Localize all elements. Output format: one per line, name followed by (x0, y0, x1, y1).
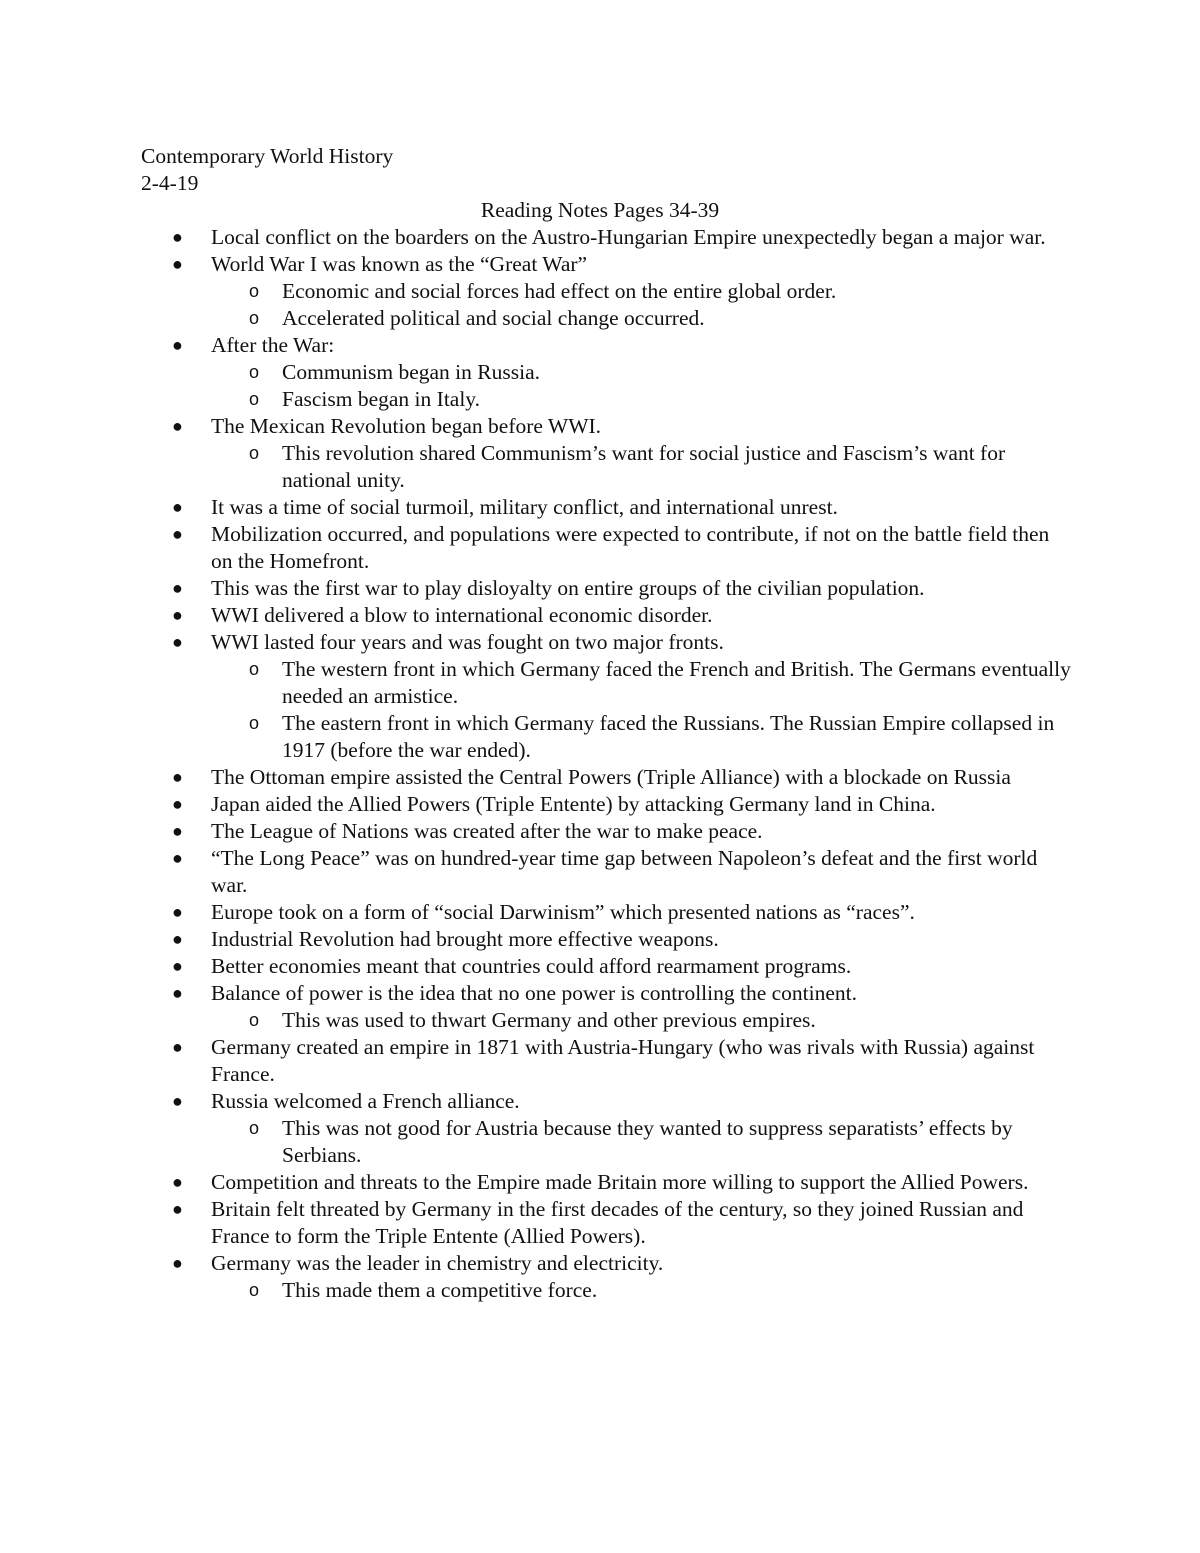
sub-bullet-icon: o (249, 659, 260, 679)
note-text: Local conflict on the boarders on the Austro-Hungarian Empire unexpectedly began a major war. (211, 225, 1046, 249)
note-item (0, 629, 1071, 656)
bullet-icon: ● (172, 1253, 183, 1273)
bullet-icon: ● (172, 794, 183, 814)
bullet-icon: ● (172, 416, 183, 436)
note-item (0, 926, 1071, 953)
note-text: “The Long Peace” was on hundred-year time gap between Napoleon’s defeat and the first world war. (211, 846, 1038, 897)
note-text: WWI lasted four years and was fought on two major fronts. (211, 630, 724, 654)
note-text: Germany created an empire in 1871 with Austria-Hungary (who was rivals with Russia) against France. (211, 1035, 1035, 1086)
note-item (0, 1169, 1071, 1196)
bullet-icon: ● (172, 983, 183, 1003)
note-item (0, 224, 1071, 251)
note-text: Accelerated political and social change occurred. (282, 306, 705, 330)
bullet-icon: ● (172, 254, 183, 274)
note-subitem (0, 278, 1071, 305)
note-item (0, 602, 1071, 629)
note-item (0, 1034, 1071, 1088)
note-text: The eastern front in which Germany faced the Russians. The Russian Empire collapsed in 1917 (before the war ended). (282, 711, 1055, 762)
note-text: Competition and threats to the Empire made Britain more willing to support the Allied Powers. (211, 1170, 1029, 1194)
bullet-icon: ● (172, 632, 183, 652)
note-text: The western front in which Germany faced the French and British. The Germans eventually needed an armistice. (282, 657, 1071, 708)
note-text: World War I was known as the “Great War” (211, 252, 588, 276)
bullet-icon: ● (172, 1199, 183, 1219)
note-text: Britain felt threated by Germany in the first decades of the century, so they joined Russian and France to form the Triple Entente (Allied Powers). (211, 1197, 1024, 1248)
bullet-icon: ● (172, 524, 183, 544)
sub-bullet-icon: o (249, 1280, 260, 1300)
note-text: After the War: (211, 333, 335, 357)
note-text: Better economies meant that countries could afford rearmament programs. (211, 954, 852, 978)
note-text: Japan aided the Allied Powers (Triple Entente) by attacking Germany land in China. (211, 792, 936, 816)
bullet-icon: ● (172, 767, 183, 787)
note-item (0, 521, 1071, 575)
bullet-icon: ● (172, 956, 183, 976)
note-subitem (0, 359, 1071, 386)
note-subitem (0, 386, 1071, 413)
note-item (0, 332, 1071, 359)
notes-heading: Reading Notes Pages 34-39 (480, 198, 720, 222)
note-item (0, 791, 1071, 818)
note-text: Europe took on a form of “social Darwinism” which presented nations as “races”. (211, 900, 915, 924)
note-item (0, 494, 1071, 521)
bullet-icon: ● (172, 821, 183, 841)
bullet-icon: ● (172, 497, 183, 517)
sub-bullet-icon: o (249, 1118, 260, 1138)
note-text: Economic and social forces had effect on the entire global order. (282, 279, 837, 303)
bullet-icon: ● (172, 227, 183, 247)
note-text: Mobilization occurred, and populations were expected to contribute, if not on the battle field then on the Homefront. (211, 522, 1050, 573)
bullet-icon: ● (172, 335, 183, 355)
bullet-icon: ● (172, 902, 183, 922)
note-item (0, 575, 1071, 602)
note-text: This was not good for Austria because they wanted to suppress separatists’ effects by Serbians. (282, 1116, 1013, 1167)
note-item (0, 980, 1071, 1007)
note-text: This revolution shared Communism’s want for social justice and Fascism’s want for national unity. (282, 441, 1006, 492)
sub-bullet-icon: o (249, 389, 260, 409)
note-subitem (0, 305, 1071, 332)
note-text: Russia welcomed a French alliance. (211, 1089, 520, 1113)
note-text: This was the first war to play disloyalty on entire groups of the civilian population. (211, 576, 925, 600)
note-text: Communism began in Russia. (282, 360, 540, 384)
bullet-icon: ● (172, 1091, 183, 1111)
note-text: The Mexican Revolution began before WWI. (211, 414, 602, 438)
note-item (0, 764, 1071, 791)
note-text: The League of Nations was created after the war to make peace. (211, 819, 763, 843)
note-item (0, 1196, 1071, 1250)
note-subitem (0, 1115, 1071, 1169)
note-item (0, 413, 1071, 440)
note-subitem (0, 1007, 1071, 1034)
note-text: It was a time of social turmoil, military conflict, and international unrest. (211, 495, 838, 519)
notes-list (0, 224, 1200, 1304)
bullet-icon: ● (172, 578, 183, 598)
note-item (0, 818, 1071, 845)
bullet-icon: ● (172, 848, 183, 868)
sub-bullet-icon: o (249, 713, 260, 733)
note-item (0, 953, 1071, 980)
bullet-icon: ● (172, 605, 183, 625)
note-subitem (0, 1277, 1071, 1304)
note-item (0, 251, 1071, 278)
sub-bullet-icon: o (249, 443, 260, 463)
note-text: Fascism began in Italy. (282, 387, 481, 411)
sub-bullet-icon: o (249, 362, 260, 382)
sub-bullet-icon: o (249, 1010, 260, 1030)
bullet-icon: ● (172, 929, 183, 949)
note-item (0, 1250, 1071, 1277)
note-text: The Ottoman empire assisted the Central Powers (Triple Alliance) with a blockade on Russia (211, 765, 1011, 789)
bullet-icon: ● (172, 1172, 183, 1192)
note-text: Germany was the leader in chemistry and electricity. (211, 1251, 664, 1275)
note-subitem (0, 440, 1071, 494)
note-item (0, 845, 1071, 899)
note-subitem (0, 710, 1071, 764)
document-title: Contemporary World History (141, 144, 394, 168)
note-text: Industrial Revolution had brought more effective weapons. (211, 927, 719, 951)
sub-bullet-icon: o (249, 308, 260, 328)
note-text: This made them a competitive force. (282, 1278, 598, 1302)
note-text: WWI delivered a blow to international economic disorder. (211, 603, 713, 627)
bullet-icon: ● (172, 1037, 183, 1057)
note-text: Balance of power is the idea that no one power is controlling the continent. (211, 981, 858, 1005)
note-item (0, 899, 1071, 926)
note-text: This was used to thwart Germany and other previous empires. (282, 1008, 816, 1032)
note-item (0, 1088, 1071, 1115)
sub-bullet-icon: o (249, 281, 260, 301)
document-date: 2-4-19 (141, 171, 199, 195)
note-subitem (0, 656, 1071, 710)
